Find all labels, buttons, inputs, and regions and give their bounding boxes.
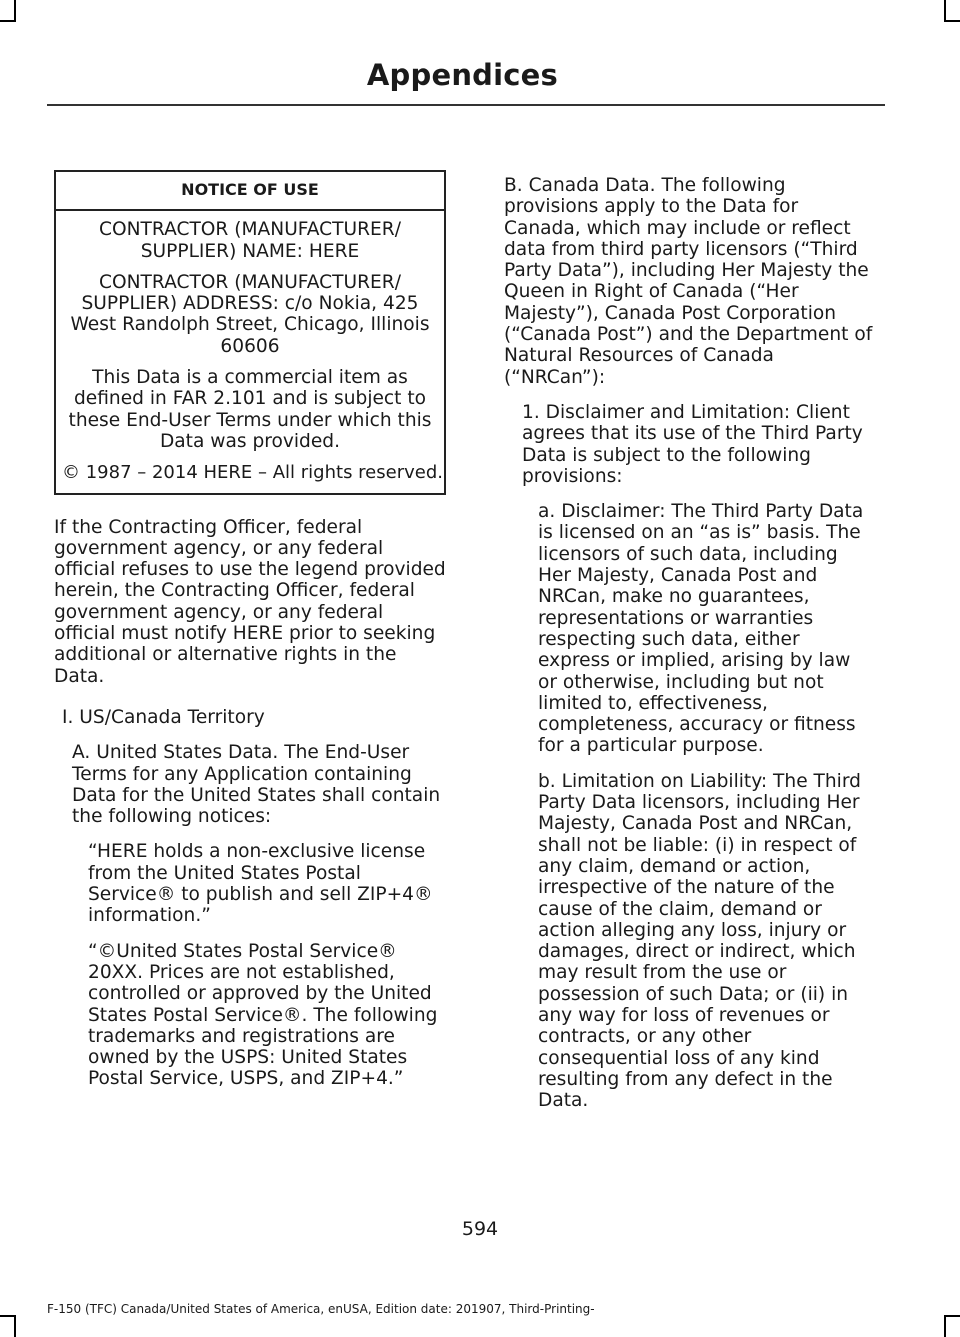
page-number: 594 [461,1218,499,1240]
crop-mark [0,1315,16,1317]
header-divider [47,104,885,106]
notice-heading: NOTICE OF USE [56,172,444,211]
paragraph: If the Contracting Officer, federal government agency, or any federal official refuses to use the legend provided herein, the Contracting Officer, federal government agency, or any federal official must notify HERE prior to seeking additional or alternative rights in the Data. [54,516,446,687]
crop-mark [0,20,16,22]
crop-mark [14,1315,16,1337]
section-heading: I. US/Canada Territory [62,706,265,728]
notice-commercial-item: This Data is a commercial item as defined in FAR 2.101 and is subject to these End-User Terms under which this Data was provided. [68,367,432,452]
footer-edition: F-150 (TFC) Canada/United States of America, enUSA, Edition date: 201907, Third-Printing- [47,1302,595,1316]
paragraph: 1. Disclaimer and Limitation: Client agrees that its use of the Third Party Data is subject to the following provisions: [522,401,863,487]
crop-mark [944,0,946,22]
right-column [504,175,874,1131]
crop-mark [944,1315,946,1337]
quoted-notice: “HERE holds a non-exclusive license from the United States Postal Service® to publish and sell ZIP+4® information.” [88,841,433,927]
notice-body [56,211,444,492]
notice-copyright: © 1987 – 2014 HERE – All rights reserved. [62,462,443,484]
crop-mark [944,1315,960,1317]
page-title: Appendices [366,58,558,92]
notice-contractor-address: CONTRACTOR (MANUFACTURER/ SUPPLIER) ADDRESS: c/o Nokia, 425 West Randolph Street, Chicago, Illinois 60606 [70,271,430,357]
paragraph: A. United States Data. The End-User Terms for any Application containing Data for the United States shall contain the following notices: [72,742,441,828]
quoted-notice: “©United States Postal Service® 20XX. Prices are not established, controlled or approved by the United States Postal Service®. The following trademarks and registrations are owned by the USPS: United States Postal Service, USPS, and ZIP+4.” [88,940,438,1090]
paragraph: b. Limitation on Liability: The Third Party Data licensors, including Her Majesty, Canada Post and NRCan, shall not be liable: (i) in respect of any claim, demand or action, irrespective of the nature of the cause of the claim, demand or action alleging any loss, injury or damages, direct or indirect, which may result from the use or possession of such Data; or (ii) in any way for loss of revenues or contracts, or any other consequential loss of any kind resulting from any defect in the Data. [538,770,861,1112]
left-column [54,170,446,1110]
paragraph: B. Canada Data. The following provisions apply to the Data for Canada, which may include or reflect data from third party licensors (“Third Party Data”), including Her Majesty the Queen in Right of Canada (“Her Majesty”), Canada Post Corporation (“Canada Post”) and the Department of Natural Resources of Canada (“NRCan”): [504,175,873,388]
notice-box [54,170,446,495]
crop-mark [944,20,960,22]
crop-mark [14,0,16,22]
notice-contractor-name: CONTRACTOR (MANUFACTURER/ SUPPLIER) NAME: HERE [99,219,401,262]
paragraph: a. Disclaimer: The Third Party Data is licensed on an “as is” basis. The licensors of such data, including Her Majesty, Canada Post and NRCan, make no guarantees, representations or warranties respecting such data, either express or implied, arising by law or otherwise, including but not limited to, effectiveness, completeness, accuracy or fitness for a particular purpose. [538,501,864,757]
